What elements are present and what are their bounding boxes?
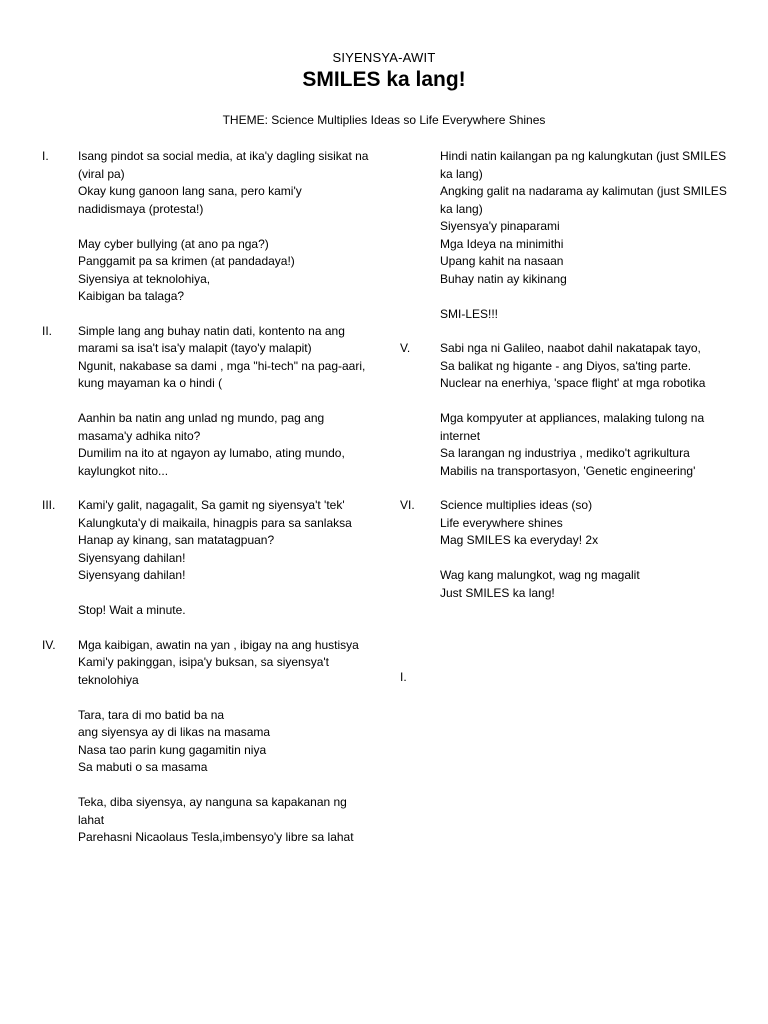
lyric-line: Isang pindot sa social media, at ika'y dagling sisikat na (viral pa) — [78, 149, 369, 181]
verse-block — [400, 340, 740, 480]
lyric-line: Siyensyang dahilan! — [78, 568, 186, 582]
lyric-line: Nuclear na enerhiya, 'space flight' at mga robotika — [440, 376, 706, 390]
lyric-line: SMI-LES!!! — [440, 306, 499, 321]
lyric-line: Dumilim na ito at ngayon ay lumabo, ating mundo, kaylungkot nito... — [78, 446, 345, 478]
right-column — [400, 148, 740, 687]
blank-line — [78, 777, 370, 795]
lyric-line: Sa larangan ng industriya , mediko't agrikultura — [440, 446, 690, 460]
lyric-line: Mabilis na transportasyon, 'Genetic engineering' — [440, 463, 696, 478]
lyric-line: Mga kompyuter at appliances, malaking tulong na internet — [440, 411, 705, 443]
verse-block — [38, 148, 370, 306]
lyric-line: Kami'y galit, nagagalit, Sa gamit ng siyensya't 'tek' — [78, 498, 345, 512]
blank-line — [440, 550, 740, 568]
verse-lines — [78, 148, 370, 306]
lyric-line: Ngunit, nakabase sa dami , mga "hi-tech" na pag-aari, kung mayaman ka o hindi ( — [78, 358, 366, 390]
lyric-line: Aanhin ba natin ang unlad ng mundo, pag ang masama'y adhika nito? — [78, 411, 325, 443]
left-column — [38, 148, 370, 847]
lyric-line: Sabi nga ni Galileo, naabot dahil nakatapak tayo, — [440, 341, 701, 355]
verse-lines — [440, 497, 740, 602]
verse-numeral: IV. — [42, 637, 56, 652]
verse-lines — [440, 669, 740, 687]
lyric-line: Kalungkuta'y di maikaila, hinagpis para sa sanlaksa — [78, 515, 352, 530]
lyric-line: Buhay natin ay kikinang — [440, 271, 567, 286]
lyric-line: Siyensyang dahilan! — [78, 550, 186, 565]
lyric-line: Hanap ay kinang, san matatagpuan? — [78, 533, 275, 547]
lyric-line: May cyber bullying (at ano pa nga?) — [78, 236, 269, 251]
song-title: SMILES ka lang! — [302, 68, 466, 91]
verse-lines — [440, 148, 740, 323]
verse-numeral: VI. — [400, 498, 415, 512]
lyric-line: Kami'y pakinggan, isipa'y buksan, sa siyensya't teknolohiya — [78, 655, 330, 687]
verse-lines — [78, 323, 370, 481]
lyric-line: Sa mabuti o sa masama — [78, 760, 208, 774]
verse-block — [38, 637, 370, 847]
lyric-line: Life everywhere shines — [440, 515, 563, 530]
lyric-line: Kaibigan ba talaga? — [78, 289, 185, 303]
lyric-line: Simple lang ang buhay natin dati, kontento na ang marami sa isa't isa'y malapit (tayo'y malapit) — [78, 323, 345, 355]
verse-block — [400, 497, 740, 602]
blank-line — [440, 288, 740, 306]
blank-line — [440, 393, 740, 411]
verse-lines — [78, 637, 370, 847]
lyric-line: Okay kung ganoon lang sana, pero kami'y nadidismaya (protesta!) — [78, 184, 302, 216]
verse-numeral: I. — [400, 670, 407, 684]
verse-block — [38, 323, 370, 481]
lyric-line: Upang kahit na nasaan — [440, 254, 564, 268]
blank-line — [78, 689, 370, 707]
verse-block — [400, 148, 740, 323]
lyric-line: ang siyensya ay di likas na masama — [78, 725, 271, 739]
lyric-line: Angking galit na nadarama ay kalimutan (just SMILES ka lang) — [440, 184, 727, 216]
lyric-line: Hindi natin kailangan pa ng kalungkutan (just SMILES ka lang) — [440, 149, 727, 181]
song-subtitle: SIYENSYA-AWIT — [332, 50, 436, 65]
verse-block — [38, 497, 370, 620]
blank-line — [440, 669, 740, 687]
lyric-line: Stop! Wait a minute. — [78, 603, 186, 617]
verse-block — [400, 669, 740, 687]
verse-lines — [440, 340, 740, 480]
lyric-line: Panggamit pa sa krimen (at pandadaya!) — [78, 254, 295, 268]
lyric-line: Parehasni Nicaolaus Tesla,imbensyo'y libre sa lahat — [78, 830, 354, 844]
blank-line — [78, 393, 370, 411]
song-theme: THEME: Science Multiplies Ideas so Life Everywhere Shines — [222, 113, 546, 127]
verse-numeral: II. — [42, 323, 53, 338]
lyric-line: Siyensya'y pinaparami — [440, 219, 560, 233]
lyric-line: Wag kang malungkot, wag ng magalit — [440, 568, 640, 582]
lyric-line: Mag SMILES ka everyday! 2x — [440, 533, 599, 547]
lyric-line: Tara, tara di mo batid ba na — [78, 707, 225, 722]
blank-line — [78, 585, 370, 603]
lyric-line: Siyensiya at teknolohiya, — [78, 271, 211, 286]
lyric-line: Sa balikat ng higante - ang Diyos, sa'ting parte. — [440, 358, 692, 373]
verse-numeral: V. — [400, 341, 411, 355]
lyric-line: Science multiplies ideas (so) — [440, 498, 593, 512]
verse-lines — [78, 497, 370, 620]
lyric-line: Mga kaibigan, awatin na yan , ibigay na ang hustisya — [78, 637, 359, 652]
lyric-line: Nasa tao parin kung gagamitin niya — [78, 742, 267, 757]
lyric-line: Teka, diba siyensya, ay nanguna sa kapakanan ng lahat — [78, 795, 347, 827]
lyric-line: Just SMILES ka lang! — [440, 585, 555, 600]
verse-numeral: I. — [42, 149, 49, 163]
lyric-line: Mga Ideya na minimithi — [440, 236, 564, 251]
blank-line — [78, 218, 370, 236]
verse-numeral: III. — [42, 498, 56, 512]
